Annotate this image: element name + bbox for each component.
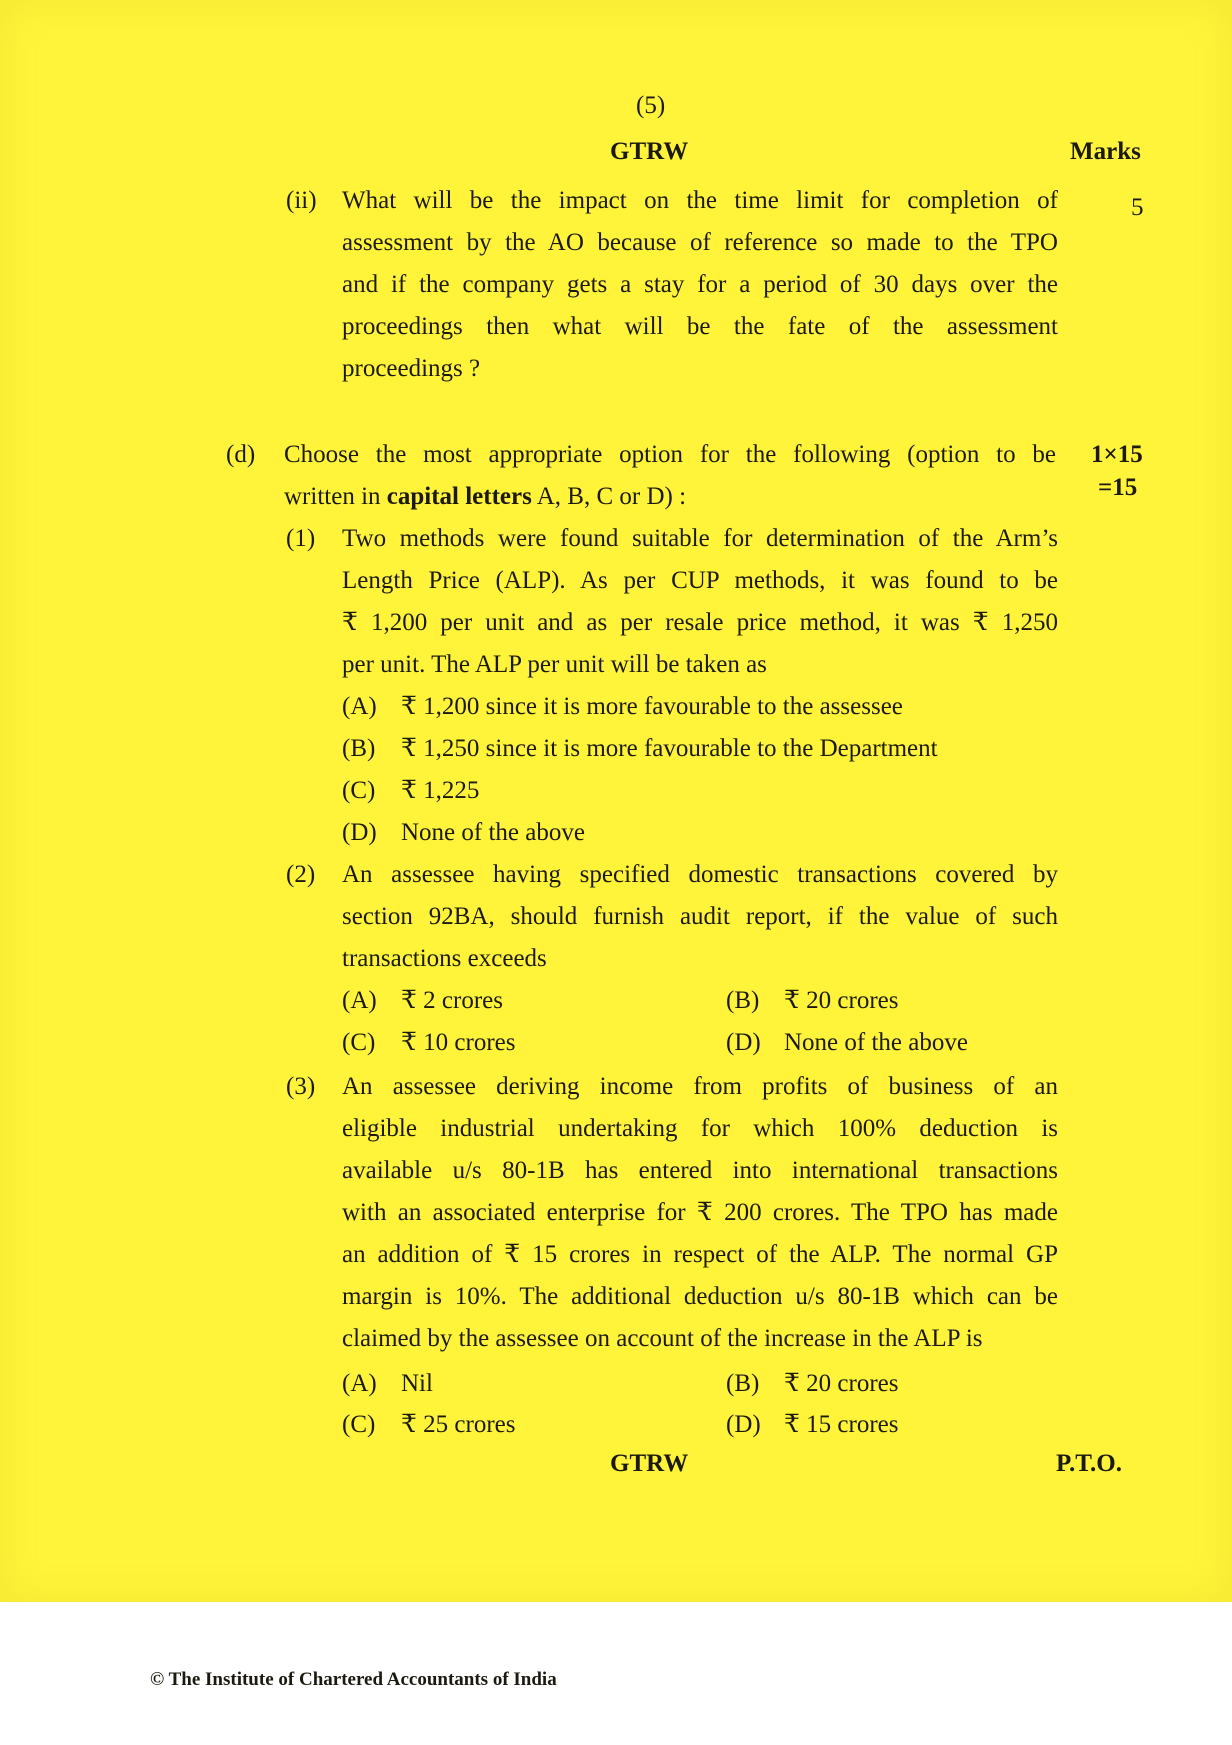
text-line: transactions exceeds xyxy=(342,945,547,972)
text-line: eligible industrial undertaking for which 100% deduction is xyxy=(342,1115,1058,1142)
text-line: per unit. The ALP per unit will be taken as xyxy=(342,651,767,678)
part-d-marks-line2: =15 xyxy=(1098,474,1138,501)
option-text: Nil xyxy=(401,1370,433,1397)
question-1-number: (1) xyxy=(286,525,316,552)
option-label: (C) xyxy=(342,1029,376,1056)
text-line: available u/s 80-1B has entered into international transactions xyxy=(342,1157,1058,1184)
text-line: margin is 10%. The additional deduction u/s 80-1B which can be xyxy=(342,1283,1058,1310)
text-line: What will be the impact on the time limit for completion of xyxy=(342,187,1058,214)
question-3-number: (3) xyxy=(286,1073,316,1100)
text-line: Choose the most appropriate option for the following (option to be xyxy=(284,441,1056,468)
question-ii-text xyxy=(342,180,1058,390)
option-label: (D) xyxy=(726,1029,761,1056)
marks-heading: Marks xyxy=(1070,138,1141,165)
text-line: proceedings ? xyxy=(342,355,481,382)
option-text: ₹ 2 crores xyxy=(401,987,503,1014)
question-ii-marks: 5 xyxy=(1131,194,1144,221)
option-text: ₹ 1,250 since it is more favourable to the Department xyxy=(401,735,938,762)
text-fragment: A, B, C or D) : xyxy=(531,483,687,510)
text-line: with an associated enterprise for ₹ 200 crores. The TPO has made xyxy=(342,1199,1058,1226)
text-line: claimed by the assessee on account of the increase in the ALP is xyxy=(342,1325,983,1352)
text-line: an addition of ₹ 15 crores in respect of the ALP. The normal GP xyxy=(342,1241,1058,1268)
option-text: ₹ 25 crores xyxy=(401,1411,516,1438)
text-line: and if the company gets a stay for a period of 30 days over the xyxy=(342,271,1058,298)
text-line: ₹ 1,200 per unit and as per resale price method, it was ₹ 1,250 xyxy=(342,609,1058,636)
option-label: (B) xyxy=(726,987,760,1014)
text-line: proceedings then what will be the fate of the assessment xyxy=(342,313,1058,340)
bold-fragment: capital letters xyxy=(386,483,532,510)
text-line: assessment by the AO because of reference so made to the TPO xyxy=(342,229,1058,256)
paper-code-bottom: GTRW xyxy=(610,1450,689,1477)
question-3-text xyxy=(342,1066,1058,1360)
text-line xyxy=(284,476,1056,518)
option-text: ₹ 1,200 since it is more favourable to the assessee xyxy=(401,693,903,720)
option-text: ₹ 10 crores xyxy=(401,1029,516,1056)
option-label: (D) xyxy=(342,819,377,846)
part-d-instructions xyxy=(284,434,1056,518)
option-label: (B) xyxy=(726,1370,760,1397)
option-label: (C) xyxy=(342,777,376,804)
text-fragment: written in xyxy=(284,483,387,510)
option-label: (C) xyxy=(342,1411,376,1438)
option-text: ₹ 20 crores xyxy=(784,987,899,1014)
paper-code-top: GTRW xyxy=(610,138,689,165)
text-line: An assessee having specified domestic transactions covered by xyxy=(342,861,1058,888)
option-label: (A) xyxy=(342,693,377,720)
option-text: ₹ 1,225 xyxy=(401,777,480,804)
option-text: None of the above xyxy=(784,1029,968,1056)
option-text: ₹ 20 crores xyxy=(784,1370,899,1397)
option-label: (D) xyxy=(726,1411,761,1438)
question-2-text xyxy=(342,854,1058,980)
copyright-notice: © The Institute of Chartered Accountants of India xyxy=(150,1669,557,1690)
option-text: None of the above xyxy=(401,819,585,846)
question-ii-number: (ii) xyxy=(286,187,317,214)
part-d-marks-line1: 1×15 xyxy=(1091,441,1143,468)
text-line: An assessee deriving income from profits of business of an xyxy=(342,1073,1058,1100)
option-text: ₹ 15 crores xyxy=(784,1411,899,1438)
question-2-number: (2) xyxy=(286,861,316,888)
part-d-number: (d) xyxy=(226,441,256,468)
page-number: (5) xyxy=(636,92,666,119)
pto-label: P.T.O. xyxy=(1056,1450,1122,1477)
text-line: Length Price (ALP). As per CUP methods, it was found to be xyxy=(342,567,1058,594)
text-line: section 92BA, should furnish audit report, if the value of such xyxy=(342,903,1058,930)
option-label: (A) xyxy=(342,1370,377,1397)
text-line: Two methods were found suitable for determination of the Arm’s xyxy=(342,525,1058,552)
option-label: (A) xyxy=(342,987,377,1014)
option-label: (B) xyxy=(342,735,376,762)
question-1-text xyxy=(342,518,1058,686)
